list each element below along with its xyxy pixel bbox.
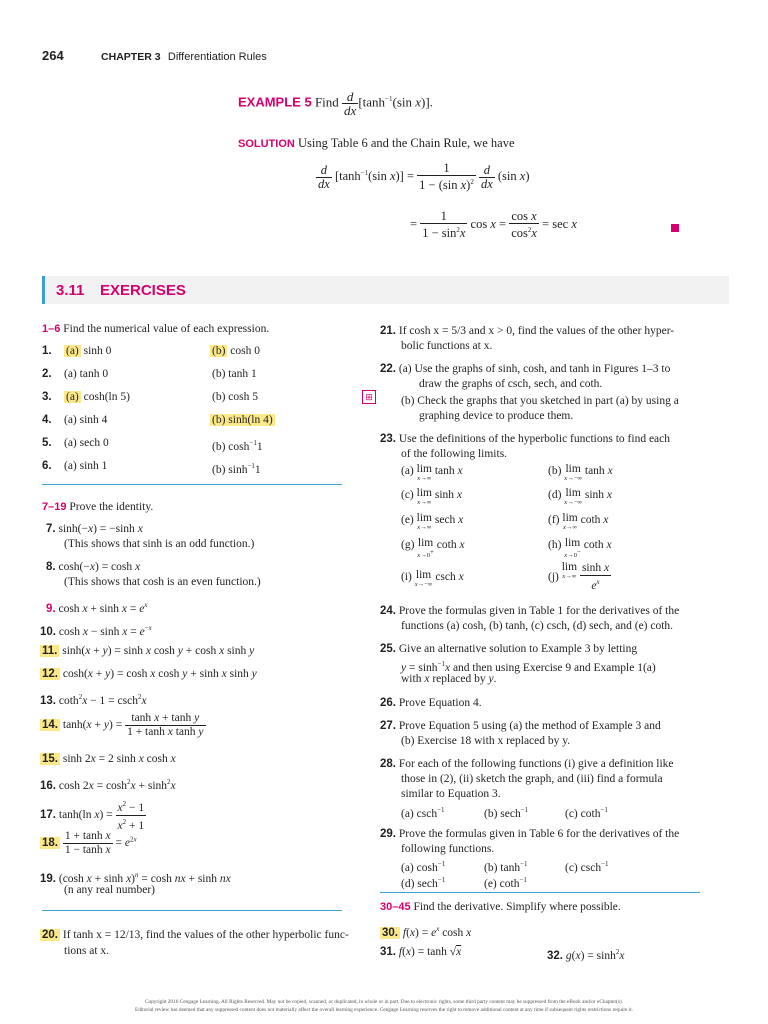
divider-2 <box>42 910 342 911</box>
section-number: 3.11 <box>56 282 85 299</box>
exercise-28b: (b) sech$^{-1}$ <box>484 806 529 820</box>
exercise-31: 31. f(x) = tanh √x <box>380 946 462 958</box>
exercise-7: 7. sinh(−x) = −sinh x <box>46 523 143 535</box>
exercise-3a: (a) cosh(ln 5) <box>66 391 130 403</box>
exercise-8-note: (This shows that cosh is an even function.) <box>64 576 261 588</box>
exercise-25: 25. Give an alternative solution to Example 3 by letting <box>380 643 638 655</box>
exercise-6a: (a) sinh 1 <box>64 460 108 472</box>
solution-equation-1: $\frac{d}{dx}$ [$\tanh^{-1}(\sin$ x)] = $\frac{1}{1 - (\sin x)^2}$ $\frac{d}{dx}$ (sin x) <box>318 161 530 193</box>
solution-label: SOLUTION <box>238 138 295 150</box>
exercise-23d: (d) lim x→−∞ sinh x <box>548 487 613 506</box>
exercise-28-cont-2: similar to Equation 3. <box>401 788 501 800</box>
exercise-22-cont: draw the graphs of csch, sech, and coth. <box>419 378 603 390</box>
exercise-10: 10. $\cosh x - \sinh x = e^{-x}$ <box>40 624 152 638</box>
exercise-30: 30. $f(x) = e^x$ cosh x <box>382 925 472 939</box>
exercise-23a: (a) lim x→∞ tanh x <box>401 463 463 482</box>
group-7-19: 7–19 Prove the identity. <box>42 501 154 513</box>
divider-1 <box>42 484 342 485</box>
exercise-12: 12. cosh(x + y) = cosh x cosh y + sinh x sinh y <box>42 668 257 680</box>
exercise-2b: (b) tanh 1 <box>212 368 257 380</box>
exercise-21-cont: bolic functions at x. <box>401 340 493 352</box>
exercise-9: 9. $\cosh x + \sinh x = e^x$ <box>46 601 148 615</box>
chapter-label: CHAPTER 3 <box>101 51 161 63</box>
exercise-22b-cont: graphing device to produce them. <box>419 410 574 422</box>
exercise-14: 14. tanh(x + y) = $\frac{\text{tanh x + tanh y}}{\text{1 + tanh x tanh y}}$ <box>42 712 204 738</box>
exercise-15: 15. sinh 2x = 2 sinh x cosh x <box>42 753 176 765</box>
copyright-line-2: Editorial review has deemed that any suppressed content does not materially affect the overall learning experience. Cengage Learning reserves the right to remove additional content at any time if subsequent rights restrictions require it. <box>134 1007 634 1013</box>
exercise-29d: (d) sech$^{-1}$ <box>401 876 446 890</box>
exercise-8: 8. cosh(−x) = cosh x <box>46 561 141 573</box>
exercise-29a: (a) $\cosh^{-1}$ <box>401 860 446 874</box>
exercise-23h: (h) lim x→0− coth x <box>548 537 612 560</box>
exercise-21: 21. If cosh x = 5/3 and x > 0, find the values of the other hyper- <box>380 325 675 337</box>
exercise-26: 26. Prove Equation 4. <box>380 697 482 709</box>
page-header <box>42 48 267 63</box>
exercise-3b: (b) cosh 5 <box>212 391 259 403</box>
exercise-25-eq: $y = \sinh^{-1}x$ and then using Exercise 9 and Example 1(a) <box>401 660 656 674</box>
graphing-calculator-icon: ⊞ <box>362 390 376 404</box>
exercise-1b: (b) cosh 0 <box>212 345 261 357</box>
solution-equation-2: = $\frac{1}{1 - \sin^2x}$ cos x = $\frac{\text{cos x}}{\cos^2x}$ = sec x <box>410 209 577 241</box>
exercise-22b: (b) Check the graphs that you sketched in part (a) by using a <box>401 395 679 407</box>
exercise-2a: (a) tanh 0 <box>64 368 109 380</box>
exercise-1: 1. <box>42 345 52 357</box>
exercise-5: 5. <box>42 437 52 449</box>
section-title: EXERCISES <box>100 282 186 299</box>
exercise-11: 11. sinh(x + y) = sinh x cosh y + cosh x sinh y <box>42 645 255 657</box>
group-30-45: 30–45 Find the derivative. Simplify where possible. <box>380 901 621 913</box>
exercise-23: 23. Use the definitions of the hyperbolic functions to find each <box>380 433 671 445</box>
exercise-22: 22. (a) Use the graphs of sinh, cosh, and tanh in Figures 1–3 to <box>380 363 671 375</box>
exercise-28: 28. For each of the following functions (i) give a definition like <box>380 758 674 770</box>
exercise-23g: (g) lim x→0+ coth x <box>401 537 465 560</box>
group-1-6: 1–6 Find the numerical value of each expression. <box>42 323 270 335</box>
example-label: EXAMPLE 5 <box>238 94 312 110</box>
exercise-5b: (b) $\cosh^{-1}1$ <box>212 439 263 453</box>
exercise-16: 16. $\cosh 2x = \cosh^2x + \sinh^2x$ <box>40 778 176 792</box>
exercise-29b: (b) $\tanh^{-1}$ <box>484 860 528 874</box>
copyright-line-1: Copyright 2016 Cengage Learning. All Rights Reserved. May not be copied, scanned, or duplicated, in whole or in part. Due to electronic rights, some third party content may be suppressed from the eBook and/or eChapter(s). <box>144 999 624 1005</box>
exercise-18: 18. $\frac{\text{1 + tanh x}}{\text{1 − tanh x}}$ = $e^{2x}$ <box>42 830 137 856</box>
divider-3 <box>380 892 700 893</box>
exercise-27: 27. Prove Equation 5 using (a) the method of Example 3 and <box>380 720 661 732</box>
exercise-6: 6. <box>42 460 52 472</box>
exercise-32: 32. $g(x) = \sinh^2x$ <box>547 948 625 962</box>
exercise-23-cont: of the following limits. <box>401 448 508 460</box>
exercise-27-cont: (b) Exercise 18 with x replaced by y. <box>401 735 571 747</box>
exercise-3: 3. <box>42 391 52 403</box>
example-5: EXAMPLE 5 Find $\frac{d}{dx}$ [$\tanh^{-1}(\sin$ x)]. <box>238 89 433 118</box>
exercise-23j: (j) lim x→∞ $\frac{\text{sinh x}}{e^x}$ <box>548 561 610 592</box>
solution <box>238 136 515 151</box>
exercise-29c: (c) csch$^{-1}$ <box>565 860 609 874</box>
exercise-23b: (b) lim x→−∞ tanh x <box>548 463 613 482</box>
exercise-23e: (e) lim x→∞ sech x <box>401 512 464 531</box>
exercise-29e: (e) coth$^{-1}$ <box>484 876 527 890</box>
exercise-19: 19. (cosh x + sinh x)$^n$ = cosh nx + sinh nx <box>40 871 231 885</box>
exercise-13: 13. coth$^2$x − 1 = csch$^2$x <box>40 693 147 707</box>
exercise-29-cont: following functions. <box>401 843 495 855</box>
copyright-footer <box>20 998 748 1014</box>
exercise-2: 2. <box>42 368 52 380</box>
chapter-title: Differentiation Rules <box>167 51 267 63</box>
exercise-29: 29. Prove the formulas given in Table 6 for the derivatives of the <box>380 828 680 840</box>
solution-text: Using Table 6 and the Chain Rule, we have <box>297 136 515 150</box>
exercise-4: 4. <box>42 414 52 426</box>
exercise-28a: (a) csch$^{-1}$ <box>401 806 445 820</box>
exercise-1a: (a) sinh 0 <box>66 345 112 357</box>
exercise-4b: (b) sinh(ln 4) <box>212 414 273 426</box>
exercise-7-note: (This shows that sinh is an odd function.) <box>64 538 255 550</box>
exercise-28-cont-1: those in (2), (ii) sketch the graph, and (iii) find a formula <box>401 773 663 785</box>
exercise-19-note: (n any real number) <box>64 884 156 896</box>
exercise-23f: (f) lim x→∞ coth x <box>548 512 609 531</box>
end-of-example-marker <box>671 224 679 232</box>
exercise-23i: (i) lim x→−∞ csch x <box>401 569 464 588</box>
exercise-4a: (a) sinh 4 <box>64 414 108 426</box>
exercise-25-cont: with x replaced by y. <box>401 673 497 685</box>
exercise-24: 24. Prove the formulas given in Table 1 for the derivatives of the <box>380 605 680 617</box>
exercise-20: 20. If tanh x = 12/13, find the values of the other hyperbolic func- <box>42 929 349 941</box>
exercise-23c: (c) lim x→∞ sinh x <box>401 487 463 506</box>
exercise-5a: (a) sech 0 <box>64 437 109 449</box>
exercise-24-cont: functions (a) cosh, (b) tanh, (c) csch, (d) sech, and (e) coth. <box>401 620 674 632</box>
page-number: 264 <box>42 48 64 63</box>
exercise-17: 17. tanh(ln x) = $\frac{x^2 - 1}{x^2 + 1}$ <box>40 800 145 832</box>
exercise-20-cont: tions at x. <box>64 945 110 957</box>
exercise-28c: (c) coth$^{-1}$ <box>565 806 608 820</box>
exercise-6b: (b) $\sinh^{-1}1$ <box>212 462 261 476</box>
example-find: Find <box>314 94 339 110</box>
